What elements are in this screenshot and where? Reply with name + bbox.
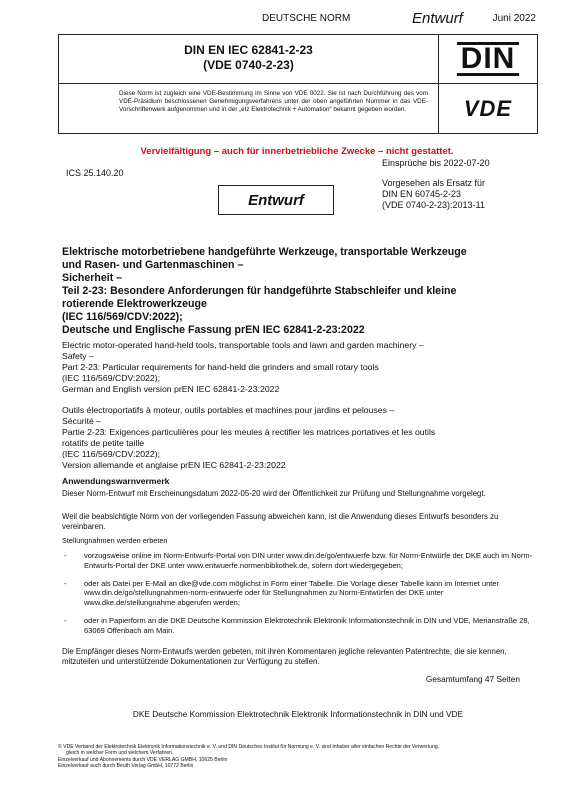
title-vde-number: (VDE 0740-2-23): [203, 58, 294, 72]
din-logo: DIN: [457, 42, 520, 76]
draft-box: Entwurf: [218, 185, 334, 215]
application-paragraph: Dieser Norm-Entwurf mit Erscheinungsdatum 2022-05-20 wird der Öffentlichkeit zur Prüfung und Stellungnahme vorgelegt.: [62, 489, 486, 498]
copy-warning: Vervielfältigung – auch für innerbetriebliche Zwecke – nicht gestattet.: [140, 146, 454, 157]
footer-line: gleich in welcher Form und welchem Verfahren.: [66, 750, 174, 757]
din-logo-cell: [439, 35, 537, 84]
replacement-info: [382, 178, 485, 211]
list-item-text: oder in Papierform an die DKE Deutsche Kommission Elektrotechnik Elektronik Informationstechnik in DIN und VDE, Merianstraße 28, 63069 Offenbach am Main.: [84, 615, 530, 635]
header-box: [58, 34, 538, 134]
footer-line: © VDE Verband der Elektrotechnik Elektronik Informationstechnik e. V. und DIN Deutsches Institut für Normung e. V. sind Inhaber aller einfachen Rechte der Verwertung,: [58, 744, 440, 750]
comment-options-list: [62, 551, 534, 644]
replacement-line: (VDE 0740-2-23):2013-11: [382, 200, 485, 210]
title-line: Electric motor-operated hand-held tools, transportable tools and lawn and garden machinery –: [62, 340, 424, 350]
vde-note: Diese Norm ist zugleich eine VDE-Bestimmung im Sinne von VDE 0022. Sie ist nach Durchführung des vom VDE-Präsidium beschlossenen Genehmigungsverfahrens unter der oben angeführten Nummer in das VDE-Vorschriftenwerk aufgenommen und in der „etz Elektrotechnik + Automation“ bekannt gegeben worden.: [59, 84, 439, 133]
document-title: [59, 35, 439, 84]
ics-code: ICS 25.140.20: [66, 168, 124, 178]
replacement-line: Vorgesehen als Ersatz für: [382, 178, 486, 188]
top-bar: [56, 10, 540, 28]
title-line: rotatifs de petite taille: [62, 438, 145, 448]
title-line: Sicherheit –: [62, 272, 123, 284]
standard-type: DEUTSCHE NORM: [262, 13, 351, 24]
title-french: [62, 405, 542, 471]
title-line: Safety –: [62, 351, 94, 361]
total-pages: Gesamtumfang 47 Seiten: [425, 674, 520, 684]
title-line: (IEC 116/569/CDV:2022);: [62, 373, 161, 383]
list-dash: -: [64, 551, 67, 560]
replacement-line: DIN EN 60745-2-23: [382, 189, 462, 199]
draft-label: Entwurf: [412, 10, 463, 27]
title-line: Deutsche und Englische Fassung prEN IEC 62841-2-23:2022: [62, 324, 365, 336]
title-line: rotierende Elektrowerkzeuge: [62, 298, 207, 310]
title-line: Partie 2-23: Exigences particulières pour les meules à rectifier les matrices portatives et les outils: [62, 427, 436, 437]
list-item: [62, 579, 534, 608]
objection-deadline: Einsprüche bis 2022-07-20: [382, 158, 490, 168]
footer-line: Einzelverkauf und Abonnements durch VDE VERLAG GMBH, 10625 Berlin: [58, 756, 228, 763]
title-line: (IEC 116/569/CDV:2022);: [62, 311, 183, 323]
title-english: [62, 340, 542, 395]
comments-requested: Stellungnahmen werden erbeten: [62, 536, 168, 545]
patent-paragraph: Die Empfänger dieses Norm-Entwurfs werden gebeten, mit ihren Kommentaren jegliche relevanten Patentrechte, die sie kennen, mitzuteilen und unterstützende Dokumentationen zur Verfügung zu stellen.: [62, 647, 507, 666]
title-line: (IEC 116/569/CDV:2022);: [62, 449, 161, 459]
issue-date: Juni 2022: [492, 13, 536, 24]
list-item: [62, 616, 534, 636]
list-item-text: vorzugsweise online im Norm-Entwurfs-Portal von DIN unter www.din.de/go/entwuerfe bzw. für Norm-Entwürfe der DKE auch im Norm-Entwurfs-Portal der DKE unter www.entwuerfe.normenbibliothek.de, sofern dort wiedergegeben;: [84, 551, 533, 570]
application-paragraph: Weil die beabsichtigte Norm von der vorliegenden Fassung abweichen kann, ist die Anwendung dieses Entwurfs besonders zu vereinbaren.: [62, 512, 499, 531]
vde-logo: VDE: [463, 95, 513, 121]
list-item-text: oder als Datei per E-Mail an dke@vde.com möglichst in Form einer Tabelle. Die Vorlage dieser Tabelle kann im Internet unter www.din.de/go/stellungnahmen-norm-entwuerfe oder für Stellungnahmen zu Norm-Entwürfen der DKE unter www.dke.de/stellungnahme abgerufen werden;: [84, 578, 500, 608]
title-line: Version allemande et anglaise prEN IEC 62841-2-23:2022: [62, 460, 286, 470]
vde-logo-cell: [439, 84, 537, 133]
title-line: German and English version prEN IEC 62841-2-23:2022: [62, 384, 280, 394]
list-item: [62, 551, 534, 571]
title-german: [62, 246, 542, 337]
title-line: und Rasen- und Gartenmaschinen –: [62, 259, 244, 271]
title-line: Elektrische motorbetriebene handgeführte Werkzeuge, transportable Werkzeuge: [62, 246, 467, 258]
title-line: Sécurité –: [62, 416, 102, 426]
footer-line: Einzelverkauf auch durch Beuth Verlag GmbH, 10772 Berlin: [58, 763, 194, 770]
title-number: DIN EN IEC 62841-2-23: [184, 43, 313, 57]
title-line: Part 2-23: Particular requirements for hand-held die grinders and small rotary tools: [62, 362, 379, 372]
list-dash: -: [64, 578, 67, 588]
dke-line: DKE Deutsche Kommission Elektrotechnik Elektronik Informationstechnik in DIN und VDE: [132, 709, 464, 719]
list-dash: -: [64, 615, 67, 625]
title-line: Outils électroportatifs à moteur, outils portables et machines pour jardins et pelouses –: [62, 405, 395, 415]
copyright-footer: [58, 744, 540, 770]
title-line: Teil 2-23: Besondere Anforderungen für handgeführte Stabschleifer und kleine: [62, 285, 457, 297]
application-warning-heading: Anwendungswarnvermerk: [62, 476, 170, 486]
